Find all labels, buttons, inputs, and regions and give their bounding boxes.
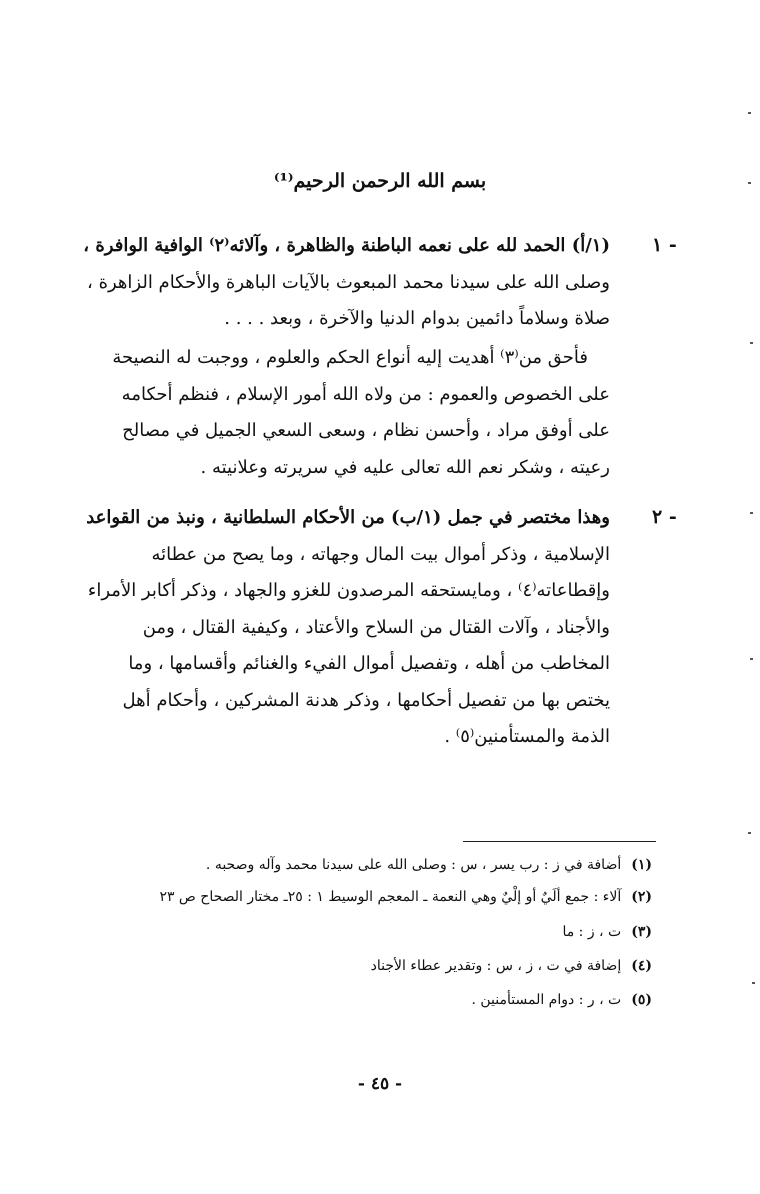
paragraph-line: يختص بها من تفصيل أحكامها ، وذكر هدنة المشركين ، وأحكام أهل [122,689,610,711]
footnote-3 [562,924,652,940]
paragraph-line: على أوفق مراد ، وأحسن نظام ، وسعى السعي الجميل في مصالح [122,420,610,441]
paragraph-line: الذمة والمستأمنين⁽٥⁾ . [444,726,610,747]
paragraph-line: الإسلامية ، وذكر أموال بيت المال وجهاته ، وما يصح من عطائه [151,543,610,565]
footnote-1 [206,857,652,873]
paragraph-line: صلاة وسلاماً دائمين بدوام الدنيا والآخرة ، وبعد . . . . [224,308,610,329]
footnote-5 [472,992,653,1008]
paragraph-1-continued [98,340,610,486]
paragraph-2 [86,500,610,756]
scan-speck [748,182,751,184]
paragraph-line: وإقطاعاته⁽٤⁾ ، ومايستحقه المرصدون للغزو والجهاد ، وذكر أكابر الأمراء [87,580,610,601]
footnote-number: (٥) [631,992,652,1008]
scan-speck [750,658,753,660]
paragraph-line: والأجناد ، وآلات القتال من السلاح والأعتاد ، وكيفية القتال ، ومن [142,616,610,638]
paragraph-line: فأحق من⁽٣⁾ أهديت إليه أنواع الحكم والعلوم ، ووجبت له النصيحة [112,347,588,368]
paragraph-line: رعيته ، وشكر نعم الله تعالى عليه في سريرته وعلانيته . [200,456,610,478]
paragraph-line: المخاطب من أهله ، وتفصيل أموال الفيء والغنائم وأقسامها ، وما [128,653,610,674]
footnote-number: (٤) [631,958,652,974]
footnote-text: إضافة في ت ، ز ، س : وتقدير عطاء الأجناد [370,958,622,974]
scan-speck [752,982,755,984]
footnote-4 [371,958,652,974]
footnote-text: ت ، ر : دوام المستأمنين . [471,992,622,1008]
footnote-text: آلاء : جمع ألَيٌ أو إلْيٌ وهي النعمة ـ المعجم الوسيط ١ : ٢٥ـ مختار الصحاح ص ٢٣ [159,889,622,905]
scan-speck [748,112,751,114]
paragraph-number-1: ١ - [652,234,677,256]
basmala-heading: بسم الله الرحمن الرحيم⁽¹⁾ [273,170,487,192]
paragraph-line: وصلى الله على سيدنا محمد المبعوث بالآيات الباهرة والأحكام الزاهرة ، [87,271,610,293]
scan-speck [748,832,751,834]
scan-speck [750,512,753,514]
paragraph-line: (١/أ) الحمد لله على نعمه الباطنة والظاهرة ، وآلائه⁽٢⁾ الوافية الوافرة ، [83,235,610,256]
paragraph-number-2: ٢ - [652,506,677,528]
paragraph-line: على الخصوص والعموم : من ولاه الله أمور الإسلام ، فنظم أحكامه [121,383,610,405]
paragraph-1 [83,228,610,338]
scan-speck [750,342,753,344]
footnote-2 [159,889,652,905]
footnote-text: أضافة في ز : رب يسر ، س : وصلى الله على سيدنا محمد وآله وصحبه . [205,857,622,873]
page-number: - ٤٥ - [357,1074,403,1094]
paragraph-line: وهذا مختصر في جمل (١/ب) من الأحكام السلطانية ، ونبذ من القواعد [86,507,610,528]
footnote-number: (٣) [631,924,652,940]
footnote-number: (١) [631,857,652,873]
footnote-number: (٢) [631,889,652,905]
footnote-text: ت ، ز : ما [562,924,622,940]
footnote-separator [463,841,656,842]
